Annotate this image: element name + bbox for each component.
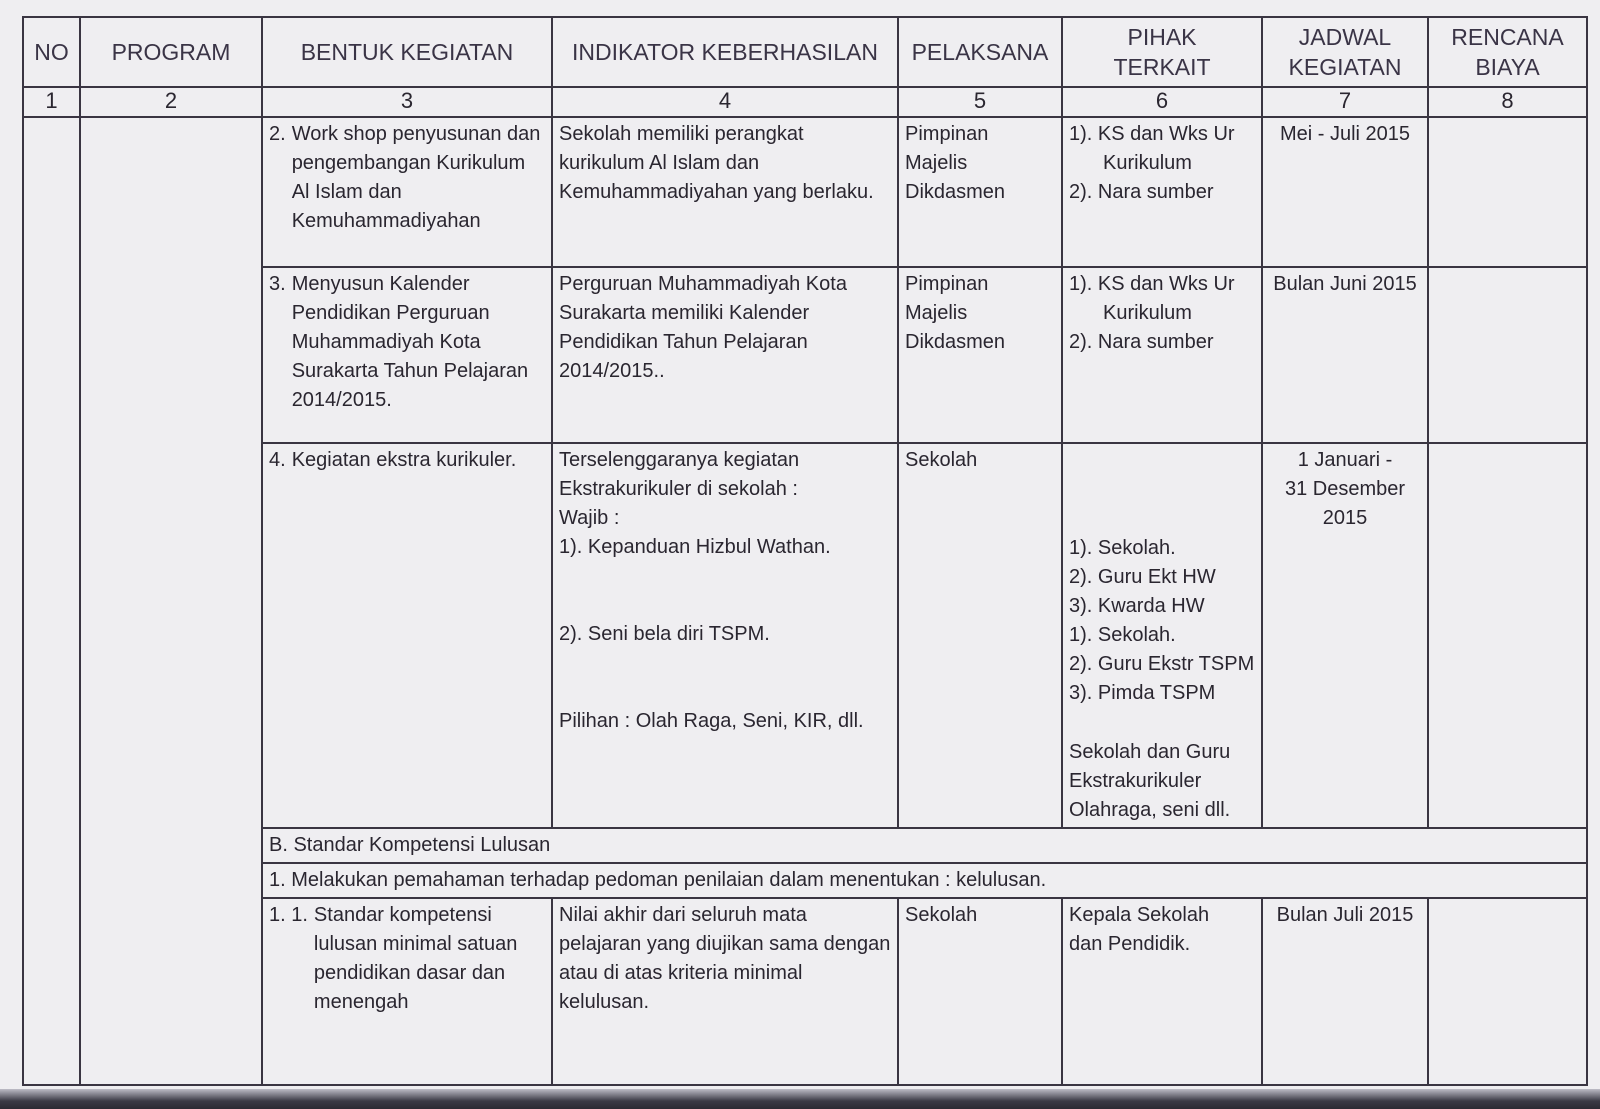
pihak-line: Kurikulum — [1103, 302, 1192, 324]
pihak-line: 2). Nara sumber — [1069, 331, 1214, 353]
column-number: 5 — [898, 87, 1062, 117]
bentuk-kegiatan-cell — [262, 443, 552, 828]
program-cell — [80, 117, 262, 1085]
pihak-line: dan Pendidik. — [1069, 933, 1191, 955]
bentuk-text: Work shop penyusunan dan pengembangan Kurikulum Al Islam dan Kemuhammadiyahan — [291, 123, 541, 232]
header-program: PROGRAM — [80, 17, 262, 87]
pihak-terkait-cell — [1062, 117, 1262, 267]
pelaksana-cell — [898, 443, 1062, 828]
pihak-line: Ekstrakurikuler — [1069, 770, 1202, 792]
indikator-text: Perguruan Muhammadiyah Kota Surakarta memiliki Kalender Pendidikan Tahun Pelajaran 2014/2015.. — [559, 273, 847, 382]
column-number: 4 — [552, 87, 898, 117]
header-bentuk-kegiatan: BENTUK KEGIATAN — [262, 17, 552, 87]
header-jadwal-line2: KEGIATAN — [1288, 54, 1402, 80]
indikator-wajib: Wajib : — [559, 507, 620, 529]
pihak-terkait-cell — [1062, 267, 1262, 443]
column-number: 8 — [1428, 87, 1587, 117]
bentuk-kegiatan-cell — [262, 117, 552, 267]
header-rencana-biaya — [1428, 17, 1587, 87]
indikator-line: Ekstrakurikuler di sekolah : — [559, 478, 798, 500]
pihak-line: Kepala Sekolah — [1069, 904, 1210, 926]
section-b-text: B. Standar Kompetensi Lulusan — [269, 834, 551, 856]
no-cell — [23, 117, 80, 1085]
rencana-biaya-cell — [1428, 443, 1587, 828]
jadwal-line: 1 Januari - — [1297, 449, 1393, 471]
header-pihak-terkait — [1062, 17, 1262, 87]
jadwal-text: Mei - Juli 2015 — [1279, 123, 1411, 145]
pihak-line: 2). Nara sumber — [1069, 181, 1214, 203]
spacer — [559, 562, 891, 620]
section-b1-heading — [262, 863, 1587, 898]
pihak-terkait-cell — [1062, 443, 1262, 828]
spacer — [559, 649, 891, 707]
rencana-biaya-cell — [1428, 117, 1587, 267]
pelaksana-text: Pimpinan Majelis Dikdasmen — [905, 273, 1006, 353]
indikator-item: 2). Seni bela diri TSPM. — [559, 623, 770, 645]
bentuk-text: Standar kompetensi lulusan minimal satuan pendidikan dasar dan menengah — [313, 904, 518, 1013]
indikator-text: Nilai akhir dari seluruh mata pelajaran yang diujikan sama dengan atau di atas kriteria minimal kelulusan. — [559, 904, 891, 1013]
column-number: 7 — [1262, 87, 1428, 117]
rencana-biaya-cell — [1428, 898, 1587, 1085]
spacer — [1069, 708, 1255, 738]
pihak-line: 1). KS dan Wks Ur — [1069, 273, 1235, 295]
row-number: 2. — [269, 123, 286, 145]
indikator-cell — [552, 443, 898, 828]
pelaksana-cell — [898, 898, 1062, 1085]
jadwal-line: 31 Desember — [1284, 478, 1406, 500]
indikator-cell — [552, 117, 898, 267]
pihak-terkait-cell — [1062, 898, 1262, 1085]
pihak-line: 2). Guru Ekstr TSPM — [1069, 653, 1255, 675]
pihak-line: Sekolah dan Guru — [1069, 741, 1231, 763]
spacer — [1069, 446, 1255, 504]
column-number: 1 — [23, 87, 80, 117]
pihak-line: 1). KS dan Wks Ur — [1069, 123, 1235, 145]
pihak-line: 1). Sekolah. — [1069, 624, 1176, 646]
jadwal-text: Bulan Juli 2015 — [1276, 904, 1414, 926]
jadwal-text: Bulan Juni 2015 — [1273, 273, 1417, 295]
row-number: 1. 1. — [269, 904, 308, 926]
column-number-row — [23, 87, 1587, 117]
jadwal-line: 2015 — [1322, 507, 1368, 529]
jadwal-cell — [1262, 267, 1428, 443]
pelaksana-text: Sekolah — [905, 904, 978, 926]
column-number: 3 — [262, 87, 552, 117]
pelaksana-cell — [898, 267, 1062, 443]
indikator-cell — [552, 898, 898, 1085]
indikator-text: Sekolah memiliki perangkat kurikulum Al Islam dan Kemuhammadiyahan yang berlaku. — [559, 123, 874, 203]
header-row — [23, 17, 1587, 87]
pihak-line: 3). Pimda TSPM — [1069, 682, 1216, 704]
row-number: 4. — [269, 449, 286, 471]
indikator-cell — [552, 267, 898, 443]
indikator-line: Terselenggaranya kegiatan — [559, 449, 800, 471]
bentuk-text: Kegiatan ekstra kurikuler. — [291, 449, 517, 471]
rencana-biaya-cell — [1428, 267, 1587, 443]
pelaksana-cell — [898, 117, 1062, 267]
bentuk-kegiatan-cell — [262, 267, 552, 443]
header-rencana-line2: BIAYA — [1475, 54, 1540, 80]
jadwal-cell — [1262, 898, 1428, 1085]
header-indikator-keberhasilan: INDIKATOR KEBERHASILAN — [552, 17, 898, 87]
pelaksana-text: Pimpinan Majelis Dikdasmen — [905, 123, 1006, 203]
program-table — [22, 16, 1588, 1086]
header-no: NO — [23, 17, 80, 87]
pelaksana-text: Sekolah — [905, 449, 978, 471]
bentuk-kegiatan-cell — [262, 898, 552, 1085]
row-number: 3. — [269, 273, 286, 295]
header-jadwal-kegiatan — [1262, 17, 1428, 87]
pihak-line: 2). Guru Ekt HW — [1069, 566, 1216, 588]
spacer — [1069, 504, 1255, 534]
indikator-pilihan: Pilihan : Olah Raga, Seni, KIR, dll. — [559, 710, 864, 732]
scan-edge-shadow — [0, 1089, 1600, 1109]
pihak-line: Olahraga, seni dll. — [1069, 799, 1231, 821]
header-jadwal-line1: JADWAL — [1298, 24, 1392, 50]
column-number: 2 — [80, 87, 262, 117]
indikator-item: 1). Kepanduan Hizbul Wathan. — [559, 536, 831, 558]
column-number: 6 — [1062, 87, 1262, 117]
pihak-line: 3). Kwarda HW — [1069, 595, 1205, 617]
jadwal-cell — [1262, 117, 1428, 267]
header-pelaksana: PELAKSANA — [898, 17, 1062, 87]
bentuk-text: Menyusun Kalender Pendidikan Perguruan Muhammadiyah Kota Surakarta Tahun Pelajaran 2014/2015. — [291, 273, 529, 411]
header-rencana-line1: RENCANA — [1451, 24, 1564, 50]
pihak-line: 1). Sekolah. — [1069, 537, 1176, 559]
pihak-line: Kurikulum — [1103, 152, 1192, 174]
section-b-heading — [262, 828, 1587, 863]
table-row — [23, 117, 1587, 267]
header-pihak-line2: TERKAIT — [1113, 54, 1211, 80]
jadwal-cell — [1262, 443, 1428, 828]
header-pihak-line1: PIHAK — [1127, 24, 1197, 50]
section-b1-text: 1. Melakukan pemahaman terhadap pedoman penilaian dalam menentukan : kelulusan. — [269, 869, 1047, 891]
